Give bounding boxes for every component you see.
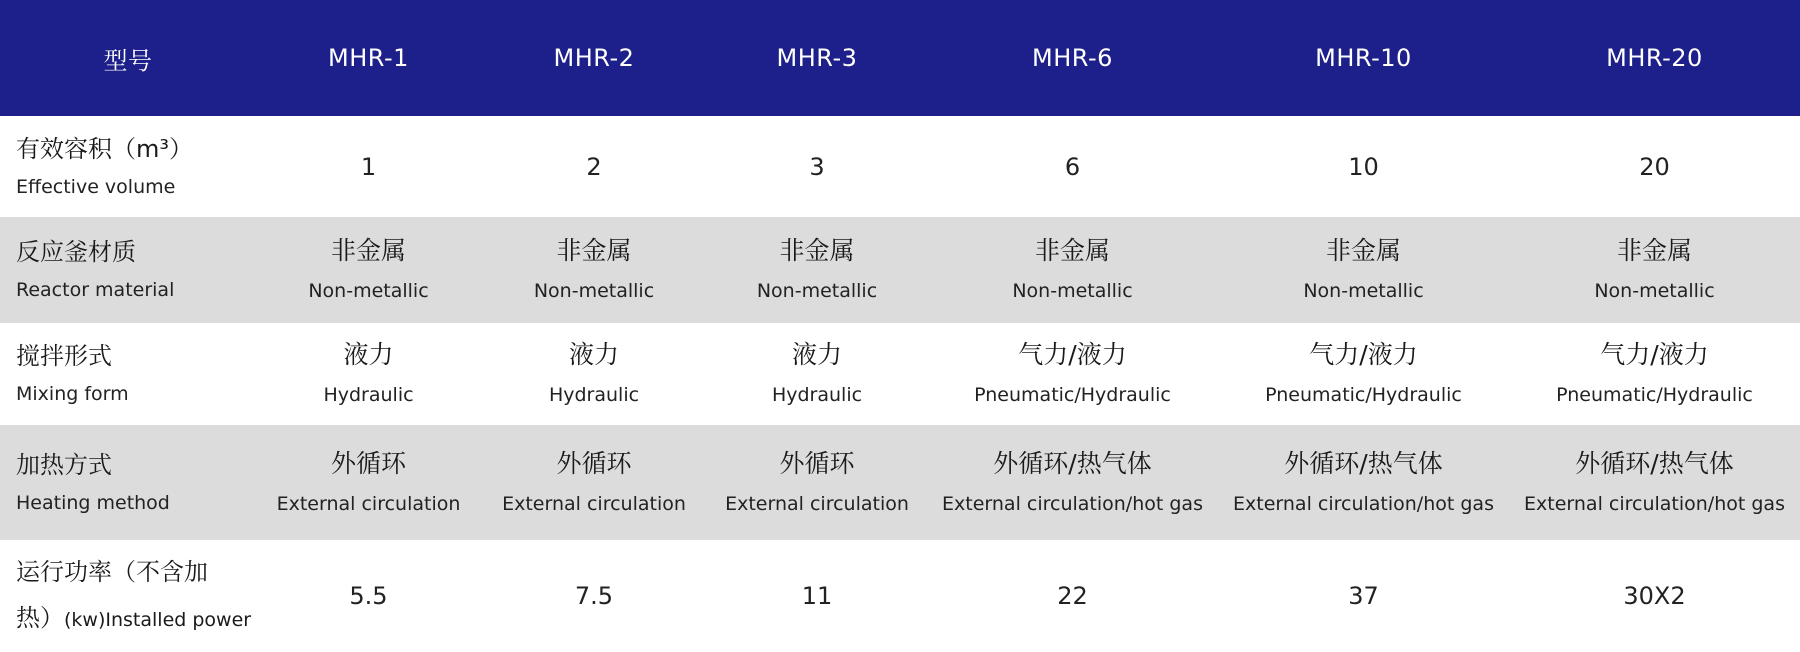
model-name: MHR-20 xyxy=(1606,44,1703,72)
cell-value-en: Pneumatic/Hydraulic xyxy=(1265,384,1462,406)
cell-value-zh: 非金属 xyxy=(1034,236,1110,265)
row-label-zh: 搅拌形式 xyxy=(16,342,112,370)
cell-value-zh: 外循环 xyxy=(779,448,855,478)
cell-value-en: Pneumatic/Hydraulic xyxy=(974,384,1171,406)
cell-value: 1 xyxy=(360,152,377,181)
model-name: MHR-6 xyxy=(1032,44,1113,72)
cell-value-zh: 气力/液力 xyxy=(1600,340,1709,369)
table-cell xyxy=(1509,116,1800,217)
cell-value: 20 xyxy=(1639,152,1670,181)
row-label-zh: 反应釜材质 xyxy=(16,238,136,266)
model-name: MHR-1 xyxy=(328,44,409,72)
table-cell xyxy=(481,425,707,540)
cell-value-zh: 外循环/热气体 xyxy=(1284,448,1443,478)
table-cell xyxy=(927,425,1218,540)
row-label-cell xyxy=(0,540,256,652)
table-row-heating-method xyxy=(0,425,1800,540)
table-cell xyxy=(927,323,1218,425)
cell-value-en: Non-metallic xyxy=(533,280,655,302)
cell-value: 5.5 xyxy=(349,582,388,610)
cell-value: 22 xyxy=(1057,582,1088,610)
table-header-row xyxy=(0,0,1800,116)
cell-value: 11 xyxy=(801,582,833,610)
row-label-zh-part: 热） xyxy=(16,604,64,632)
cell-value-zh: 液力 xyxy=(343,340,394,369)
table-cell xyxy=(707,540,927,652)
table-cell xyxy=(256,323,481,425)
header-cell-mhr-6 xyxy=(927,0,1218,116)
cell-value-zh: 非金属 xyxy=(1616,236,1692,265)
table-cell xyxy=(707,323,927,425)
table-cell xyxy=(256,217,481,323)
row-label-cell xyxy=(0,425,256,540)
table-cell xyxy=(707,116,927,217)
model-name: MHR-2 xyxy=(553,44,635,72)
cell-value-en: Non-metallic xyxy=(308,280,429,302)
table-cell xyxy=(1218,540,1509,652)
header-cell-mhr-3 xyxy=(707,0,927,116)
cell-value-zh: 液力 xyxy=(568,340,619,369)
cell-value-en: Hydraulic xyxy=(548,384,640,406)
cell-value-en: External circulation xyxy=(276,492,461,515)
row-label-zh: 加热方式 xyxy=(16,450,112,479)
header-cell-mhr-2 xyxy=(481,0,707,116)
table-cell xyxy=(481,323,707,425)
table-cell xyxy=(1509,540,1800,652)
cell-value-en: Non-metallic xyxy=(1303,280,1424,302)
cell-value: 2 xyxy=(586,152,602,181)
table-cell xyxy=(1218,323,1509,425)
row-label-zh: 有效容积（m³） xyxy=(16,134,193,163)
table-cell xyxy=(481,116,707,217)
table-cell xyxy=(1509,217,1800,323)
table-cell xyxy=(481,217,707,323)
cell-value-zh: 外循环 xyxy=(330,448,406,478)
model-name: MHR-10 xyxy=(1315,44,1412,72)
cell-value-en: Pneumatic/Hydraulic xyxy=(1556,384,1753,406)
cell-value: 30X2 xyxy=(1623,582,1686,610)
table-cell xyxy=(707,217,927,323)
table-cell xyxy=(256,116,481,217)
row-label-en: Reactor material xyxy=(16,279,175,301)
row-label-en: Heating method xyxy=(16,491,170,514)
cell-value-zh: 气力/液力 xyxy=(1018,340,1127,369)
row-label-en: Effective volume xyxy=(16,175,176,198)
table-cell xyxy=(1509,323,1800,425)
cell-value-en: Non-metallic xyxy=(756,280,878,302)
table-row-mixing-form xyxy=(0,323,1800,425)
cell-value-en: External circulation xyxy=(725,492,909,515)
cell-value-zh: 非金属 xyxy=(556,236,632,265)
cell-value: 10 xyxy=(1348,152,1379,181)
cell-value-zh: 液力 xyxy=(791,340,842,369)
cell-value-en: Non-metallic xyxy=(1594,280,1715,302)
cell-value-en: External circulation/hot gas xyxy=(942,492,1203,515)
table-cell xyxy=(927,540,1218,652)
cell-value-en: External circulation/hot gas xyxy=(1524,492,1785,515)
table-cell xyxy=(927,217,1218,323)
table-cell xyxy=(256,540,481,652)
row-label-en: (kw)Installed power xyxy=(64,609,252,631)
cell-value: 3 xyxy=(809,152,825,181)
table-cell xyxy=(1218,425,1509,540)
header-cell-mhr-10 xyxy=(1218,0,1509,116)
cell-value-zh: 外循环/热气体 xyxy=(993,448,1152,478)
header-label: 型号 xyxy=(103,46,153,75)
cell-value-zh: 非金属 xyxy=(779,236,855,265)
table-row-effective-volume xyxy=(0,116,1800,217)
cell-value-zh: 非金属 xyxy=(1325,236,1401,265)
table-cell xyxy=(927,116,1218,217)
cell-value-en: Non-metallic xyxy=(1012,280,1133,302)
row-label-zh: 运行功率（不含加 xyxy=(16,558,208,586)
model-name: MHR-3 xyxy=(776,44,858,72)
row-label-en: Mixing form xyxy=(16,383,129,405)
cell-value-en: Hydraulic xyxy=(323,384,414,406)
cell-value: 37 xyxy=(1348,582,1379,610)
cell-value-en: External circulation/hot gas xyxy=(1233,492,1494,515)
cell-value-zh: 气力/液力 xyxy=(1309,340,1418,369)
table-cell xyxy=(1218,116,1509,217)
table-row-installed-power xyxy=(0,540,1800,652)
table-cell xyxy=(256,425,481,540)
cell-value-zh: 外循环 xyxy=(556,448,632,478)
table-cell xyxy=(707,425,927,540)
cell-value: 7.5 xyxy=(574,582,614,610)
cell-value: 6 xyxy=(1064,152,1081,181)
row-label-zh-line2 xyxy=(16,595,251,643)
header-cell-model xyxy=(0,0,256,116)
table-cell xyxy=(1509,425,1800,540)
table-row-reactor-material xyxy=(0,217,1800,323)
header-cell-mhr-1 xyxy=(256,0,481,116)
cell-value-zh: 外循环/热气体 xyxy=(1575,448,1734,478)
row-label-cell xyxy=(0,116,256,217)
header-cell-mhr-20 xyxy=(1509,0,1800,116)
table-cell xyxy=(481,540,707,652)
cell-value-en: External circulation xyxy=(502,492,686,515)
cell-value-en: Hydraulic xyxy=(771,384,863,406)
cell-value-zh: 非金属 xyxy=(330,236,406,265)
table-cell xyxy=(1218,217,1509,323)
row-label-cell xyxy=(0,217,256,323)
row-label-cell xyxy=(0,323,256,425)
